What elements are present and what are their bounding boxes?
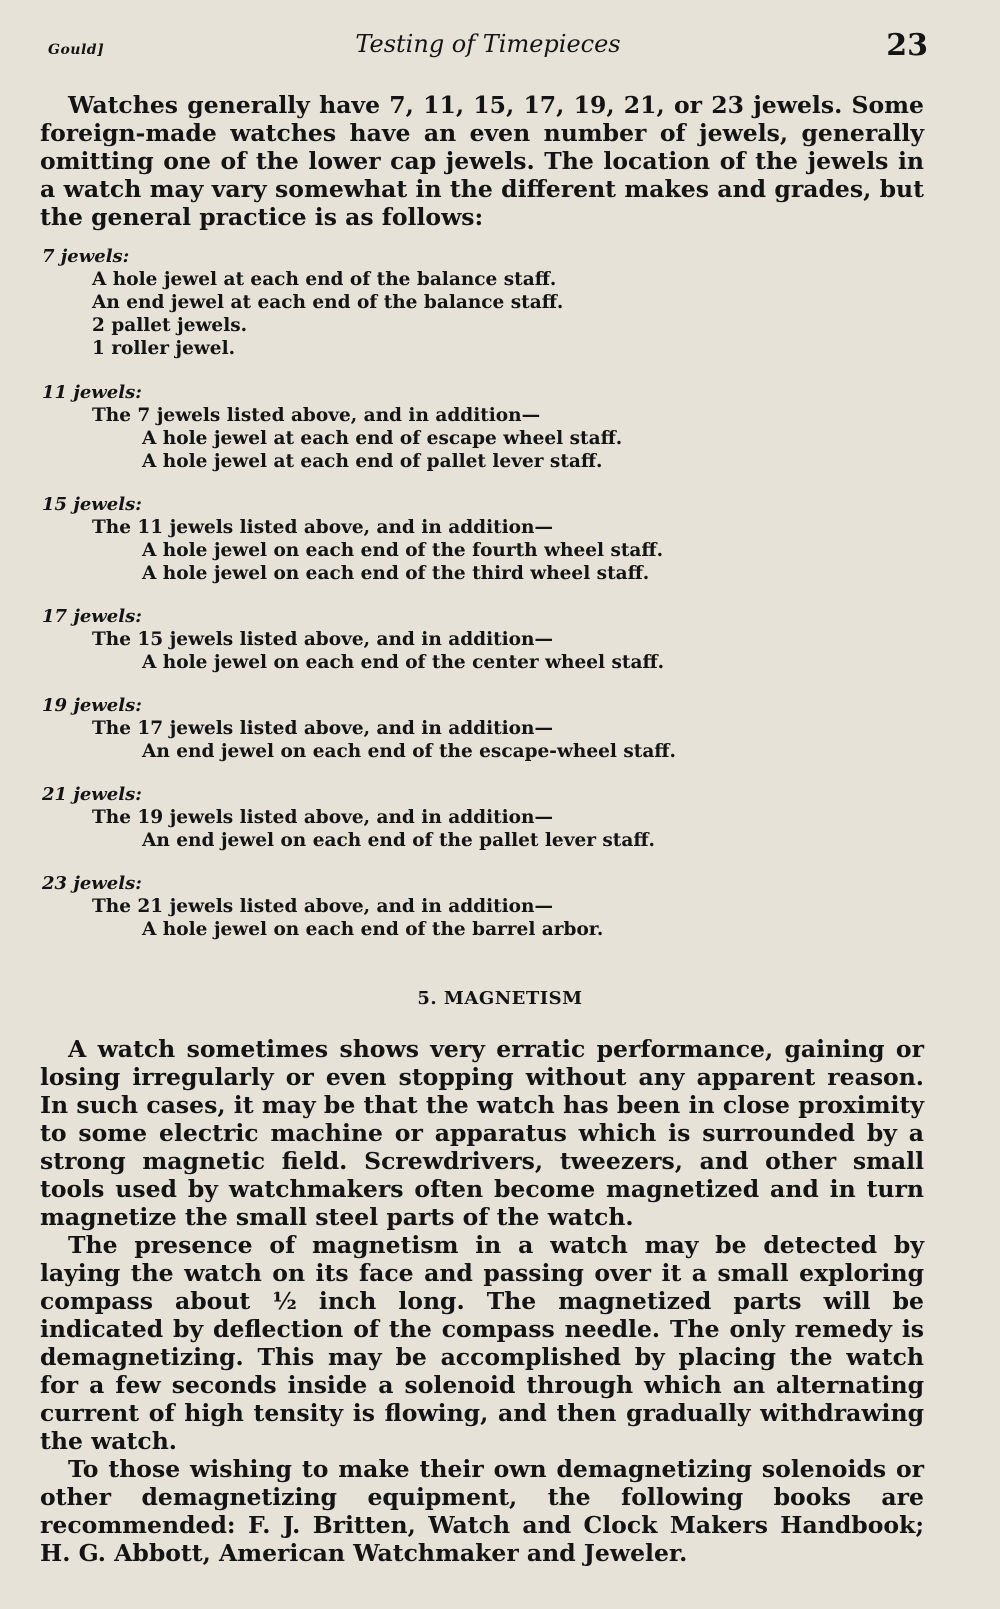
- jewel-list: [42, 268, 922, 360]
- jewel-group: [42, 606, 922, 674]
- section-heading: 5. MAGNETISM: [417, 988, 583, 1009]
- jewel-list-item: An end jewel on each end of the pallet lever staff.: [142, 830, 655, 851]
- jewel-group-heading: 11 jewels:: [42, 382, 142, 403]
- jewel-list-item: 2 pallet jewels.: [92, 315, 248, 336]
- jewel-group-heading: 19 jewels:: [42, 695, 142, 716]
- jewel-list-item: The 17 jewels listed above, and in addition—: [92, 718, 553, 739]
- jewel-group-heading: 17 jewels:: [42, 606, 142, 627]
- jewel-list: [42, 895, 922, 941]
- jewel-list-item: The 21 jewels listed above, and in addition—: [92, 896, 553, 917]
- jewel-list-item: The 11 jewels listed above, and in addition—: [92, 517, 553, 538]
- jewel-group: [42, 382, 922, 473]
- jewel-list-item: 1 roller jewel.: [92, 338, 236, 359]
- jewel-list-item: The 19 jewels listed above, and in addition—: [92, 807, 553, 828]
- jewel-group-heading: 23 jewels:: [42, 873, 142, 894]
- jewel-list: [42, 628, 922, 674]
- jewel-group: [42, 494, 922, 585]
- intro-paragraph: Watches generally have 7, 11, 15, 17, 19, 21, or 23 jewels. Some foreign-made watches have an even number of jewels, generally omitting one of the lower cap jewels. The location of the jewels in a watch may vary somewhat in the different makes and grades, but the general practice is as follows:: [40, 91, 924, 231]
- jewel-list-item: An end jewel on each end of the escape-wheel staff.: [142, 741, 676, 762]
- jewel-lists: [42, 246, 922, 941]
- jewel-list-item: A hole jewel on each end of the fourth wheel staff.: [142, 540, 664, 561]
- running-author: Gould]: [48, 42, 105, 58]
- jewel-list: [42, 806, 922, 852]
- jewel-group-heading: 15 jewels:: [42, 494, 142, 515]
- jewel-list-item: A hole jewel on each end of the third wheel staff.: [142, 563, 650, 584]
- jewel-list-item: A hole jewel at each end of escape wheel staff.: [142, 428, 623, 449]
- jewel-group: [42, 873, 922, 941]
- jewel-group: [42, 246, 922, 360]
- jewel-list-item: A hole jewel on each end of the barrel arbor.: [142, 919, 604, 940]
- jewel-group: [42, 695, 922, 763]
- jewel-group-heading: 7 jewels:: [42, 246, 130, 267]
- magnetism-paragraph: To those wishing to make their own demagnetizing solenoids or other demagnetizing equipment, the following books are recommended: F. J. Britten, Watch and Clock Makers Handbook; H. G. Abbott, American Watchmaker and Jeweler.: [40, 1455, 924, 1567]
- jewel-group-heading: 21 jewels:: [42, 784, 142, 805]
- jewel-list-item: The 15 jewels listed above, and in addition—: [92, 629, 553, 650]
- jewel-list: [42, 516, 922, 585]
- jewel-list-item: The 7 jewels listed above, and in addition—: [92, 405, 541, 426]
- page-header: [48, 28, 928, 68]
- jewel-list: [42, 404, 922, 473]
- jewel-list-item: A hole jewel at each end of the balance staff.: [92, 269, 557, 290]
- jewel-group: [42, 784, 922, 852]
- magnetism-section: [40, 1035, 924, 1567]
- magnetism-paragraph: A watch sometimes shows very erratic performance, gaining or losing irregularly or even stopping without any apparent reason. In such cases, it may be that the watch has been in close proximity to some electric machine or apparatus which is surrounded by a strong magnetic field. Screwdrivers, tweezers, and other small tools used by watchmakers often become magnetized and in turn magnetize the small steel parts of the watch.: [40, 1035, 924, 1231]
- running-title: Testing of Timepieces: [355, 30, 621, 58]
- jewel-list-item: An end jewel at each end of the balance staff.: [92, 292, 564, 313]
- jewel-list-item: A hole jewel on each end of the center wheel staff.: [142, 652, 665, 673]
- magnetism-paragraph: The presence of magnetism in a watch may be detected by laying the watch on its face and passing over it a small exploring compass about ½ inch long. The magnetized parts will be indicated by deflection of the compass needle. The only remedy is demagnetizing. This may be accomplished by placing the watch for a few seconds inside a solenoid through which an alternating current of high tensity is flowing, and then gradually withdrawing the watch.: [40, 1231, 924, 1455]
- page-number: 23: [886, 28, 928, 63]
- jewel-list: [42, 717, 922, 763]
- intro-paragraph-block: [40, 91, 924, 231]
- jewel-list-item: A hole jewel at each end of pallet lever staff.: [142, 451, 603, 472]
